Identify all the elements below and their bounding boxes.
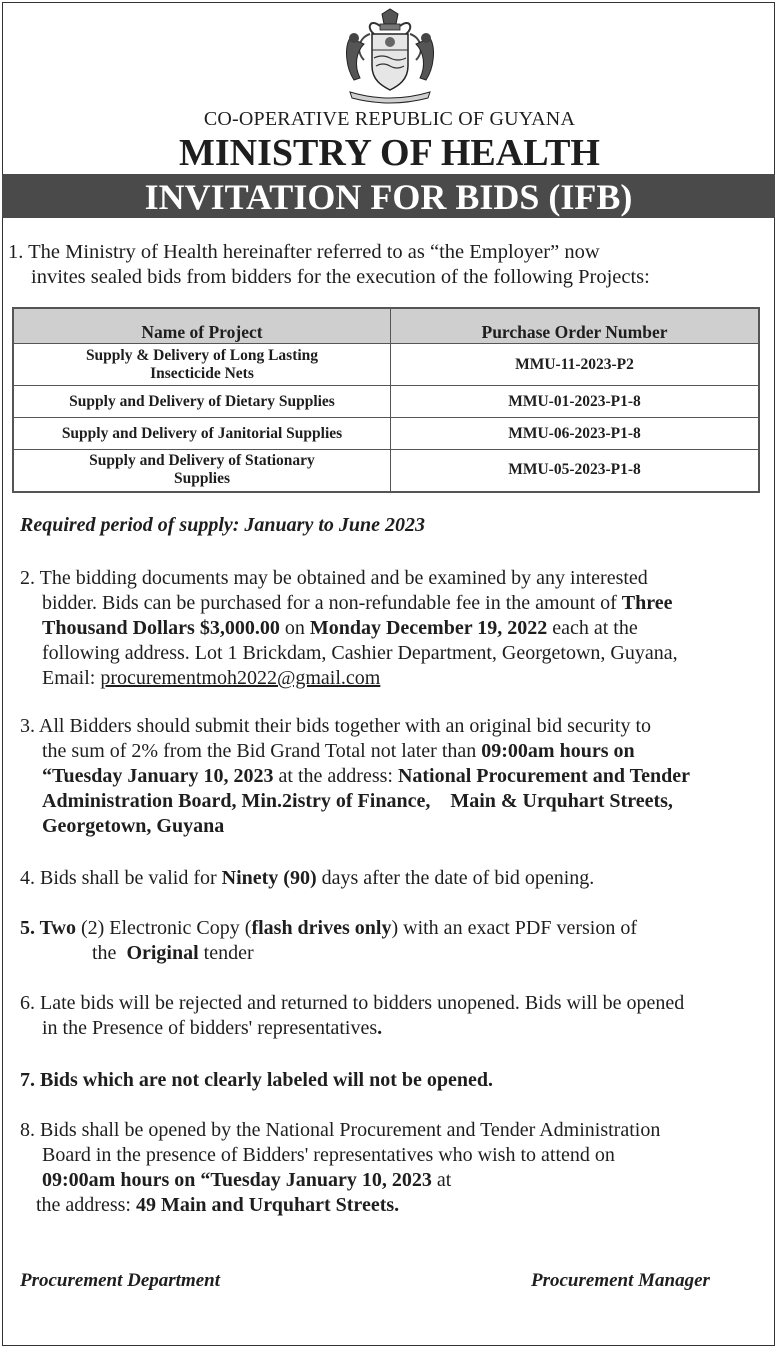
ministry-title: MINISTRY OF HEALTH <box>179 132 600 174</box>
item-5-bold: Original <box>126 942 199 964</box>
procurement-manager-signature: Procurement Manager <box>531 1270 710 1291</box>
item-8-text: the address: <box>36 1194 136 1216</box>
column-header-project: Name of Project <box>13 308 391 344</box>
item-4-bold: Ninety (90) <box>221 867 317 889</box>
item-5-bold: flash drives only <box>251 917 392 939</box>
item-5-text: the <box>92 942 127 964</box>
project-name-line: Insecticide Nets <box>150 364 254 382</box>
item-6-line: 6. Late bids will be rejected and returned to bidders unopened. Bids will be opened <box>20 992 685 1014</box>
email-link[interactable]: procurementmoh2022@gmail.com <box>100 667 381 689</box>
item-6-line: in the Presence of bidders' representatives <box>42 1017 378 1039</box>
item-3-bold: National Procurement and Tender <box>397 765 691 787</box>
item-8-line: 8. Bids shall be opened by the National Procurement and Tender Administration <box>20 1119 661 1141</box>
item-3-date: “Tuesday January 10, 2023 <box>42 765 274 787</box>
ifb-banner: INVITATION FOR BIDS (IFB) <box>2 174 775 218</box>
project-name-cell: Supply and Delivery of Janitorial Supplies <box>13 418 391 450</box>
item-4-text: days after the date of bid opening. <box>316 867 595 889</box>
projects-table <box>12 307 760 493</box>
item-2-line: 2. The bidding documents may be obtained and be examined by any interested <box>20 567 648 589</box>
intro-line1: The Ministry of Health hereinafter referred to as “the Employer” now <box>28 241 600 263</box>
item-2 <box>20 566 776 691</box>
table-row <box>13 418 759 450</box>
coat-of-arms-icon <box>340 8 440 106</box>
item-2-address: following address. Lot 1 Brickdam, Cashier Department, Georgetown, Guyana, <box>42 642 678 664</box>
item-3-text: at the address: <box>273 765 398 787</box>
item-5-bold: 5. Two <box>20 917 76 939</box>
table-row <box>13 386 759 418</box>
item-2-text: each at the <box>547 617 638 639</box>
item-5 <box>20 916 637 966</box>
column-header-po: Purchase Order Number <box>391 308 760 344</box>
item-4 <box>20 866 594 891</box>
item-8 <box>20 1118 776 1218</box>
item-8-address: 49 Main and Urquhart Streets. <box>135 1194 400 1216</box>
item-5-text: (2) Electronic Copy ( <box>75 917 252 939</box>
item-3-bold: 09:00am hours on <box>481 740 635 762</box>
item-2-date: Monday December 19, 2022 <box>309 617 548 639</box>
project-name-cell <box>13 344 391 386</box>
item-8-text: at <box>431 1169 452 1191</box>
item-7: 7. Bids which are not clearly labeled will not be opened. <box>20 1069 493 1091</box>
project-name-line: Supply & Delivery of Long Lasting <box>85 346 319 364</box>
item-4-text: 4. Bids shall be valid for <box>20 867 222 889</box>
item-6-bold: . <box>377 1017 383 1039</box>
item-2-email-label: Email: <box>42 667 101 689</box>
item-5-text: ) with an exact PDF version of <box>391 917 637 939</box>
item-8-line: Board in the presence of Bidders' representatives who wish to attend on <box>42 1144 615 1166</box>
project-name-cell <box>13 450 391 492</box>
item-3-city: Georgetown, Guyana <box>42 815 225 837</box>
item-3 <box>20 714 776 839</box>
item-2-text: on <box>279 617 310 639</box>
item-6 <box>20 991 776 1041</box>
item-3-text: the sum of 2% from the Bid Grand Total not later than <box>42 740 482 762</box>
po-number-cell: MMU-06-2023-P1-8 <box>391 418 760 450</box>
required-period: Required period of supply: January to June 2023 <box>20 514 426 536</box>
procurement-department-signature: Procurement Department <box>20 1270 221 1291</box>
intro-number: 1. <box>8 241 24 263</box>
po-number-cell: MMU-11-2023-P2 <box>391 344 760 386</box>
intro-paragraph <box>8 240 778 290</box>
item-3-line: 3. All Bidders should submit their bids together with an original bid security to <box>20 715 652 737</box>
table-row <box>13 450 759 492</box>
project-name-line: Supplies <box>173 470 230 488</box>
item-2-text: bidder. Bids can be purchased for a non-refundable fee in the amount of <box>42 592 622 614</box>
country-name: CO-OPERATIVE REPUBLIC OF GUYANA <box>203 108 576 130</box>
item-5-text: tender <box>198 942 254 964</box>
project-name-cell: Supply and Delivery of Dietary Supplies <box>13 386 391 418</box>
table-row <box>13 344 759 386</box>
item-3-address: Administration Board, Min.2istry of Finance, Main & Urquhart Streets, <box>42 790 673 812</box>
item-2-fee: Thousand Dollars $3,000.00 <box>42 617 280 639</box>
po-number-cell: MMU-01-2023-P1-8 <box>391 386 760 418</box>
project-name-line: Supply and Delivery of Stationary <box>89 452 315 470</box>
intro-line2: invites sealed bids from bidders for the execution of the following Projects: <box>31 266 650 288</box>
item-8-date: 09:00am hours on “Tuesday January 10, 2023 <box>42 1169 432 1191</box>
po-number-cell: MMU-05-2023-P1-8 <box>391 450 760 492</box>
item-2-bold: Three <box>621 592 673 614</box>
